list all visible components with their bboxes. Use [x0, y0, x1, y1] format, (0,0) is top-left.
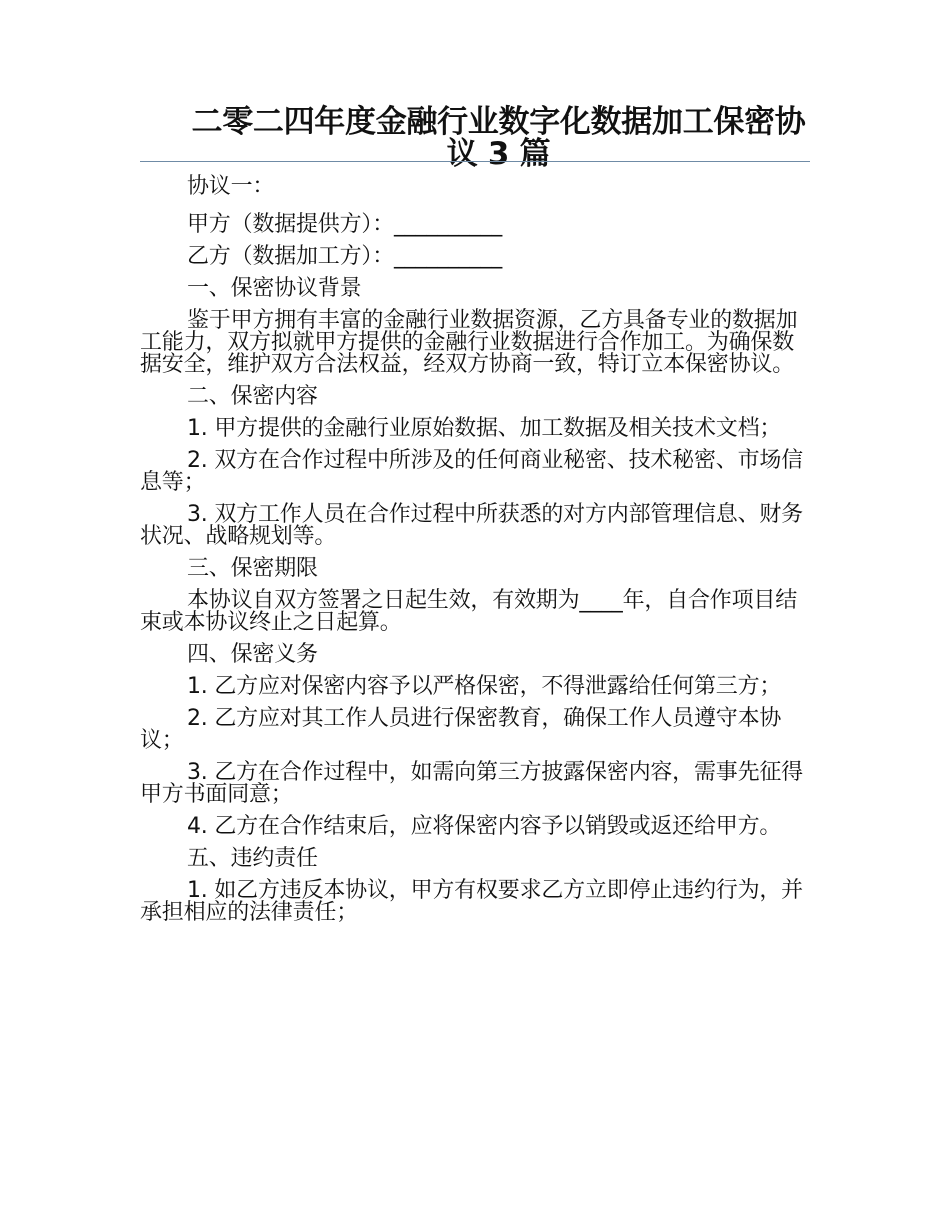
content-item-2: 2. 双方在合作过程中所涉及的任何商业秘密、技术秘密、市场信息等； [140, 448, 803, 495]
liability-item-1: 1. 如乙方违反本协议，甲方有权要求乙方立即停止违约行为，并承担相应的法律责任； [140, 878, 803, 925]
paragraph-party-a: 甲方（数据提供方）：__________ [187, 212, 503, 237]
paragraph-term: 本协议自双方签署之日起生效，有效期为____年，自合作项目结束或本协议终止之日起算。 [140, 588, 798, 635]
obligation-item-2: 2. 乙方应对其工作人员进行保密教育，确保工作人员遵守本协议； [140, 706, 782, 753]
section-heading-obligations: 四、保密义务 [187, 642, 318, 667]
obligation-item-3: 3. 乙方在合作过程中，如需向第三方披露保密内容，需事先征得甲方书面同意； [140, 760, 803, 807]
document-title: 二零二四年度金融行业数字化数据加工保密协议 3 篇 [191, 104, 806, 172]
obligation-item-1: 1. 乙方应对保密内容予以严格保密，不得泄露给任何第三方； [187, 674, 782, 699]
paragraph-background: 鉴于甲方拥有丰富的金融行业数据资源，乙方具备专业的数据加工能力，双方拟就甲方提供的金融行业数据进行合作加工。为确保数据安全，维护双方合法权益，经双方协商一致，特订立本保密协议。 [140, 308, 798, 377]
paragraph-party-b: 乙方（数据加工方）：__________ [187, 244, 503, 269]
section-heading-background: 一、保密协议背景 [187, 276, 362, 301]
section-heading-liability: 五、违约责任 [187, 846, 318, 871]
paragraph-agreement-one: 协议一： [187, 174, 275, 199]
document-body [140, 176, 812, 934]
title-divider [140, 161, 810, 162]
obligation-item-4: 4. 乙方在合作结束后，应将保密内容予以销毁或返还给甲方。 [187, 814, 782, 839]
content-item-3: 3. 双方工作人员在合作过程中所获悉的对方内部管理信息、财务状况、战略规划等。 [140, 502, 803, 549]
section-heading-content: 二、保密内容 [187, 384, 318, 409]
section-heading-term: 三、保密期限 [187, 556, 318, 581]
content-item-1: 1. 甲方提供的金融行业原始数据、加工数据及相关技术文档； [187, 416, 782, 441]
